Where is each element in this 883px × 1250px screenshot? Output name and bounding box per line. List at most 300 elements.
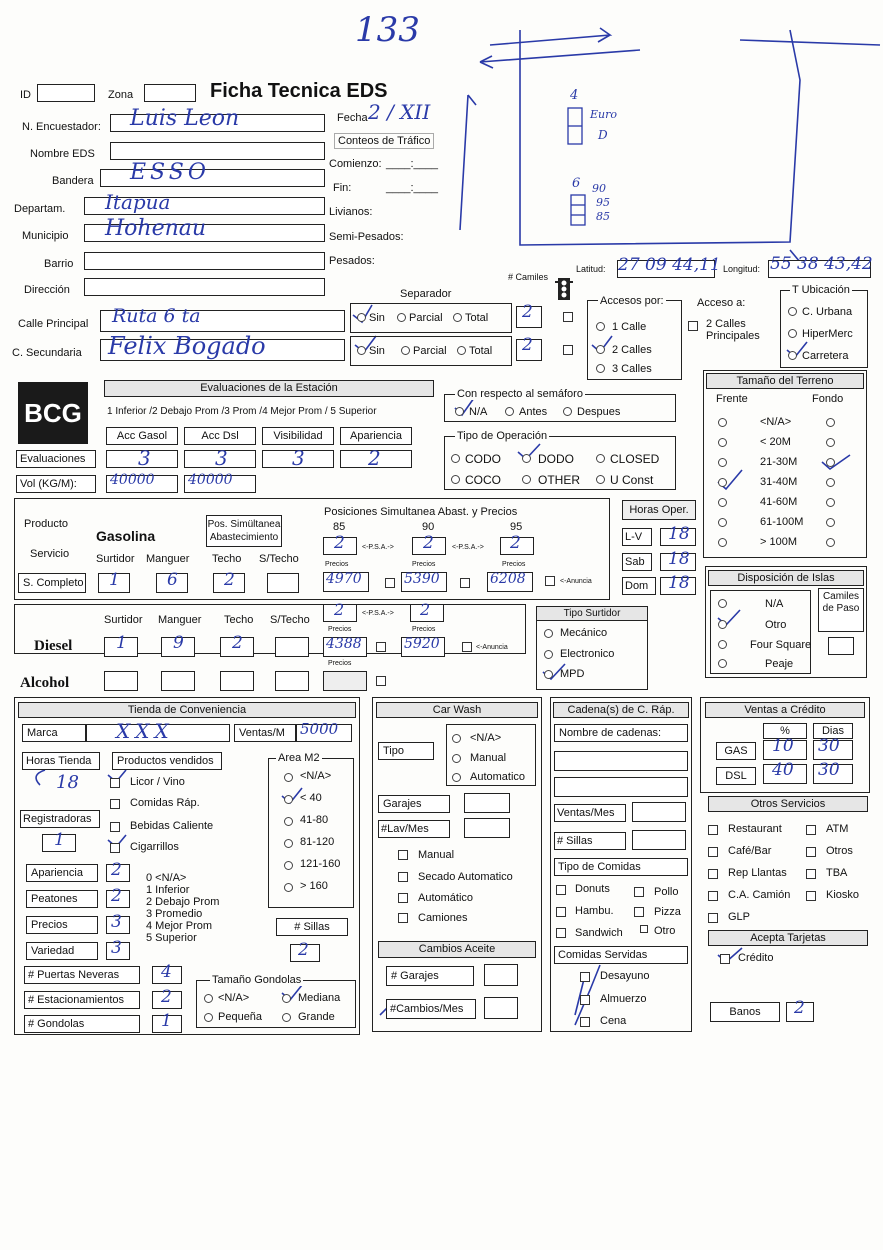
ubic-carretera-label: Carretera: [802, 350, 849, 362]
cw-manual-label: Manual: [470, 752, 507, 764]
surtidor-electronico-radio[interactable]: [544, 650, 553, 659]
acc-gasol-header: Acc Gasol: [106, 427, 178, 445]
cw-manual-radio[interactable]: [452, 754, 461, 763]
sketch-pump1-b: D: [598, 128, 608, 142]
price-95-value: 6208: [490, 571, 526, 587]
encuestador-label: N. Encuestador:: [22, 121, 101, 133]
encuestador-value: Luis Leon: [130, 106, 240, 131]
op-coco-radio[interactable]: [451, 475, 460, 484]
sketch-pump2-c: 85: [596, 210, 610, 223]
dos-calles-label: 2 Calles Principales: [706, 318, 760, 342]
sep2-sin-radio[interactable]: [357, 346, 366, 355]
otros-right-label: TBA: [826, 867, 848, 879]
islas-four-label: Four Square: [750, 639, 812, 651]
zona-field[interactable]: [144, 84, 196, 102]
cadena-ventas-field[interactable]: [632, 802, 686, 822]
prod-bebidas-check[interactable]: [110, 822, 120, 832]
dsl-pos2-value: 2: [420, 600, 431, 619]
pos-sim-label: Pos. Simültanea Abastecimiento: [206, 515, 282, 547]
alcohol-name: Alcohol: [20, 675, 70, 691]
credito-check[interactable]: [720, 954, 730, 964]
ubic-hiper-radio[interactable]: [788, 329, 797, 338]
livianos-label: Livianos:: [329, 206, 373, 218]
dsl-anuncia-check[interactable]: [462, 642, 472, 652]
dsl-anuncia-label: <-Anuncia: [476, 644, 508, 651]
servicio-label: Servicio: [30, 548, 70, 560]
gas-precios-1: Precios: [325, 561, 349, 568]
ubic-urbana-radio[interactable]: [788, 307, 797, 316]
tarjetas-title: Acepta Tarjetas: [708, 930, 868, 946]
pos-95-value: 2: [510, 533, 521, 553]
eval-apariencia-value: 2: [368, 446, 381, 470]
fondo-radio[interactable]: [826, 418, 835, 427]
price-90-check[interactable]: [460, 578, 470, 588]
sab-label: Sab: [622, 553, 652, 571]
area-option-label: 41-80: [300, 814, 329, 826]
estac-value: 2: [161, 987, 172, 1007]
precios-label: Precios: [26, 916, 98, 934]
cw-camiones-check[interactable]: [398, 913, 408, 923]
sep2-parcial-radio[interactable]: [401, 346, 410, 355]
accesos-3-radio[interactable]: [596, 364, 605, 373]
credito-pct-header: %: [763, 723, 807, 739]
pesados-label: Pesados:: [329, 255, 375, 267]
sep1-total-radio[interactable]: [453, 313, 462, 322]
cambios-title: Cambios Aceite: [378, 941, 536, 958]
cena-check[interactable]: [580, 1017, 590, 1027]
area-option-label: <N/A>: [300, 770, 332, 782]
op-coco-label: COCO: [465, 473, 501, 487]
apariencia-label: Apariencia: [26, 864, 98, 882]
scale-2: 2 Debajo Prom: [146, 896, 220, 908]
cadena-nombre-field-1[interactable]: [554, 751, 688, 771]
scale-4: 4 Mejor Prom: [146, 920, 213, 932]
lv-value: 18: [668, 524, 690, 544]
bandera-value: ESSO: [130, 160, 210, 185]
departam-value: Itapua: [105, 190, 171, 214]
terreno-option-label: < 20M: [760, 436, 791, 448]
longitud-value: 55 38 43,42: [770, 254, 873, 274]
camiles-paso-label: Camiles de Paso: [818, 588, 864, 632]
desayuno-label: Desayuno: [600, 970, 650, 982]
diesel-name: Diesel: [34, 638, 73, 654]
prod-cigarrillos-label: Cigarrillos: [130, 841, 179, 853]
area-option-label: < 40: [300, 792, 322, 804]
credito-title: Ventas a Crédito: [705, 702, 865, 718]
cena-label: Cena: [600, 1015, 627, 1027]
carwash-title: Car Wash: [376, 702, 538, 718]
accesos-2-radio[interactable]: [596, 345, 605, 354]
banos-value: 2: [794, 998, 805, 1018]
prod-comidas-label: Comidas Ráp.: [130, 797, 200, 809]
precios-value: 3: [111, 912, 122, 932]
fin-line: ____:____: [386, 182, 438, 194]
sep2-parcial-label: Parcial: [413, 345, 447, 357]
horas-tienda-label: Horas Tienda: [22, 752, 100, 770]
alc-stecho-field[interactable]: [275, 671, 309, 691]
islas-na-radio[interactable]: [718, 599, 727, 608]
terreno-option-label: 41-60M: [760, 496, 798, 508]
cw-manual-check[interactable]: [398, 850, 408, 860]
fecha-label: Fecha: [337, 112, 368, 124]
gas-stecho-label: S/Techo: [259, 553, 299, 565]
semaforo-na-label: N/A: [469, 406, 488, 418]
hambu-check[interactable]: [556, 907, 566, 917]
otros-left-check[interactable]: [708, 869, 718, 879]
islas-na-label: N/A: [765, 598, 784, 610]
islas-title: Disposición de Islas: [708, 570, 864, 586]
semaforo-despues-label: Despues: [577, 406, 621, 418]
ubic-urbana-label: C. Urbana: [802, 306, 853, 318]
eval-visibilidad-value: 3: [292, 446, 305, 470]
latitud-label: Latitud:: [576, 264, 606, 274]
sketch-pump2-b: 95: [596, 196, 610, 209]
gond-mediana-radio[interactable]: [282, 994, 291, 1003]
frente-radio[interactable]: [718, 498, 727, 507]
cw-manual-check-label: Manual: [418, 849, 455, 861]
price-85-value: 4970: [326, 571, 362, 587]
dsl-techo-value: 2: [232, 633, 243, 653]
bcg-logo: BCG: [18, 382, 88, 444]
almuerzo-label: Almuerzo: [600, 993, 647, 1005]
visibilidad-header: Visibilidad: [262, 427, 334, 445]
gond-mediana-label: Mediana: [298, 992, 341, 1004]
semaforo-antes-radio[interactable]: [505, 407, 514, 416]
cw-garajes-field[interactable]: [464, 793, 510, 813]
gas-manguer-value: 6: [167, 570, 178, 590]
dsl-psa: <-P.S.A.->: [362, 610, 394, 617]
gas-manguer-label: Manguer: [146, 553, 190, 565]
calle-principal-label: Calle Principal: [18, 318, 89, 330]
area-radio[interactable]: [284, 839, 293, 848]
surtidor-mecanico-radio[interactable]: [544, 629, 553, 638]
surtidor-mpd-radio[interactable]: [544, 670, 553, 679]
sep1-sin-radio[interactable]: [357, 313, 366, 322]
sandwich-check[interactable]: [556, 928, 566, 938]
accesos-2-label: 2 Calles: [612, 344, 652, 356]
sep1-parcial-radio[interactable]: [397, 313, 406, 322]
credito-check-label: Crédito: [738, 952, 774, 964]
terreno-option-label: > 100M: [760, 536, 797, 548]
cadena-sillas-field[interactable]: [632, 830, 686, 850]
gas-techo-value: 2: [224, 570, 235, 590]
cadena-ventas-label: Ventas/Mes: [554, 804, 626, 822]
gondolas-value: 1: [161, 1011, 172, 1031]
otros-right-check[interactable]: [806, 847, 816, 857]
dos-calles-check[interactable]: [688, 321, 698, 331]
dsl-manguer-value: 9: [173, 633, 184, 653]
op-closed-radio[interactable]: [596, 454, 605, 463]
gas-psa-2: <-P.S.A.->: [452, 544, 484, 551]
latitud-value: 27 09 44,11: [618, 255, 721, 275]
calle-principal-value: Ruta 6 ta: [112, 305, 201, 327]
acceso-a-label: Acceso a:: [697, 297, 746, 309]
prod-licor-label: Licor / Vino: [130, 776, 185, 788]
dsl-pos1-value: 2: [334, 600, 345, 619]
gond-pequena-label: Pequeña: [218, 1011, 263, 1023]
gond-pequena-radio[interactable]: [204, 1013, 213, 1022]
otros-left-label: GLP: [728, 911, 751, 923]
carwash-tipo-label: Tipo: [378, 742, 434, 760]
registradoras-value: 1: [54, 830, 65, 850]
scale-3: 3 Promedio: [146, 908, 203, 920]
semaforo-despues-radio[interactable]: [563, 407, 572, 416]
frente-radio[interactable]: [718, 478, 727, 487]
otros-right-check[interactable]: [806, 825, 816, 835]
cadena-nombre-field-2[interactable]: [554, 777, 688, 797]
cambios-garajes-label: # Garajes: [386, 966, 474, 986]
prod-licor-check[interactable]: [110, 778, 120, 788]
otros-left-check[interactable]: [708, 825, 718, 835]
gondolas-size-title: Tamaño Gondolas: [212, 974, 302, 986]
area-radio[interactable]: [284, 883, 293, 892]
sep2-sin-label: Sin: [369, 345, 385, 357]
area-option-label: 121-160: [300, 858, 341, 870]
gas-surtidor-value: 1: [109, 570, 120, 590]
barrio-field[interactable]: [84, 252, 325, 270]
otros-right-check[interactable]: [806, 891, 816, 901]
dsl-manguer-label: Manguer: [158, 614, 202, 626]
cw-garajes-label: Garajes: [378, 795, 450, 813]
evaluaciones-scale: 1 Inferior /2 Debajo Prom /3 Prom /4 Mejor Prom / 5 Superior: [107, 406, 377, 417]
vol-value-1: 40000: [110, 472, 155, 488]
otros-left-check[interactable]: [708, 847, 718, 857]
gond-na-radio[interactable]: [204, 994, 213, 1003]
tienda-scale: [146, 872, 219, 944]
ventas-label: Ventas/M: [234, 724, 296, 742]
sep2-check[interactable]: [563, 345, 573, 355]
dsl-techo-label: Techo: [224, 614, 254, 626]
eval-acc-gasol-value: 3: [138, 446, 151, 470]
dsl-stecho-label: S/Techo: [270, 614, 310, 626]
pollo-label: Pollo: [654, 886, 679, 898]
estac-label: # Estacionamientos: [24, 991, 140, 1009]
sep2-total-label: Total: [469, 345, 493, 357]
dsl-price1-check[interactable]: [376, 642, 386, 652]
traffic-title: Conteos de Tráfico: [334, 133, 434, 149]
neveras-label: # Puertas Neveras: [24, 966, 140, 984]
otros-right-label: Otros: [826, 845, 853, 857]
fecha-value: 2 / XII: [368, 100, 431, 124]
semaforo-na-radio[interactable]: [455, 407, 464, 416]
dsl-stecho-field[interactable]: [275, 637, 309, 657]
op-codo-label: CODO: [465, 452, 501, 466]
marca-label: Marca: [22, 724, 86, 742]
pos-90-value: 2: [423, 533, 434, 553]
peatones-label: Peatones: [26, 890, 98, 908]
pos-title: Posiciones Simultanea Abast. y Precios: [324, 506, 518, 518]
camiles-label: # Camiles: [508, 272, 549, 282]
gas-surtidor-label: Surtidor: [96, 553, 135, 565]
frente-radio[interactable]: [718, 518, 727, 527]
fondo-radio[interactable]: [826, 498, 835, 507]
fondo-radio[interactable]: [826, 518, 835, 527]
op-codo-radio[interactable]: [451, 454, 460, 463]
op-other-radio[interactable]: [522, 475, 531, 484]
anuncia-check[interactable]: [545, 576, 555, 586]
credito-gas-dias-value: 30: [818, 736, 840, 756]
accesos-3-label: 3 Calles: [612, 363, 652, 375]
dsl-price1-value: 4388: [326, 636, 362, 652]
frente-radio[interactable]: [718, 438, 727, 447]
id-label: ID: [20, 89, 31, 101]
municipio-value: Hohenau: [105, 216, 207, 241]
diesel-group: [14, 604, 526, 654]
almuerzo-check[interactable]: [580, 995, 590, 1005]
area-radio[interactable]: [284, 817, 293, 826]
registradoras-label: Registradoras: [20, 810, 100, 828]
otro-check[interactable]: [640, 925, 648, 933]
pizza-check[interactable]: [634, 907, 644, 917]
islas-otro-label: Otro: [765, 619, 787, 631]
frente-radio[interactable]: [718, 458, 727, 467]
islas-peaje-radio[interactable]: [718, 659, 727, 668]
gas-psa-1: <-P.S.A.->: [362, 544, 394, 551]
terreno-option-label: <N/A>: [760, 416, 792, 428]
cw-camiones-label: Camiones: [418, 912, 468, 924]
fin-label: Fin:: [333, 182, 352, 194]
credito-gas-pct-value: 10: [772, 736, 794, 756]
oct-90: 90: [422, 521, 435, 533]
area-radio[interactable]: [284, 795, 293, 804]
terreno-option-label: 31-40M: [760, 476, 798, 488]
sketch-pump1-a: Euro: [590, 108, 617, 121]
cw-na-radio[interactable]: [452, 734, 461, 743]
islas-four-radio[interactable]: [718, 640, 727, 649]
direccion-field[interactable]: [84, 278, 325, 296]
semaforo-title: Con respecto al semáforo: [457, 388, 583, 400]
dom-value: 18: [668, 573, 690, 593]
cw-lav-field[interactable]: [464, 818, 510, 838]
barrio-label: Barrio: [44, 258, 74, 270]
fondo-radio[interactable]: [826, 438, 835, 447]
prod-comidas-check[interactable]: [110, 799, 120, 809]
gas-techo-label: Techo: [212, 553, 242, 565]
gasolina-name: Gasolina: [96, 528, 156, 544]
gond-na-label: <N/A>: [218, 992, 250, 1004]
cw-secado-label: Secado Automatico: [418, 871, 513, 883]
nombre-eds-field[interactable]: [110, 142, 325, 160]
islas-otro-radio[interactable]: [718, 620, 727, 629]
gas-stecho-field[interactable]: [267, 573, 299, 593]
cambios-mes-label: #Cambios/Mes: [386, 999, 476, 1019]
cw-lav-label: #Lav/Mes: [378, 820, 450, 838]
prod-cigarrillos-check[interactable]: [110, 843, 120, 853]
s-completo-label: S. Completo: [18, 573, 86, 593]
sep1-check[interactable]: [563, 312, 573, 322]
area-option-label: 81-120: [300, 836, 335, 848]
alc-manguer-field[interactable]: [161, 671, 195, 691]
alc-surtidor-field[interactable]: [104, 671, 138, 691]
accesos-1-radio[interactable]: [596, 322, 605, 331]
tienda-sillas-label: # Sillas: [276, 918, 348, 936]
horas-tienda-value: 18: [56, 772, 79, 793]
terreno-title: Tamaño del Terreno: [706, 373, 864, 389]
sketch-pump2-num: 6: [572, 176, 581, 191]
fondo-radio[interactable]: [826, 478, 835, 487]
variedad-value: 3: [111, 938, 122, 958]
terreno-option-label: 61-100M: [760, 516, 804, 528]
camiles-paso-field[interactable]: [828, 637, 854, 655]
alc-price-check[interactable]: [376, 676, 386, 686]
donuts-check[interactable]: [556, 885, 566, 895]
otro-label: Otro: [654, 925, 676, 937]
tienda-title: Tienda de Conveniencia: [18, 702, 356, 718]
sep1-sin-label: Sin: [369, 312, 385, 324]
page-title: Ficha Tecnica EDS: [210, 80, 388, 102]
accesos-title: Accesos por:: [600, 295, 664, 307]
municipio-label: Municipio: [22, 230, 69, 242]
credito-dsl-label: DSL: [716, 767, 756, 785]
scale-0: 0 <N/A>: [146, 872, 187, 884]
pollo-check[interactable]: [634, 887, 644, 897]
variedad-label: Variedad: [26, 942, 98, 960]
gas-precios-2: Precios: [412, 561, 436, 568]
gond-grande-label: Grande: [298, 1011, 335, 1023]
frente-radio[interactable]: [718, 538, 727, 547]
accesos-1-label: 1 Calle: [612, 321, 647, 333]
productos-label: Productos vendidos: [112, 752, 222, 770]
op-dodo-radio[interactable]: [522, 454, 531, 463]
sab-value: 18: [668, 549, 690, 569]
area-radio[interactable]: [284, 773, 293, 782]
alc-price-field[interactable]: [323, 671, 367, 691]
acc-dsl-header: Acc Dsl: [184, 427, 256, 445]
frente-radio[interactable]: [718, 418, 727, 427]
hambu-label: Hambu.: [575, 905, 614, 917]
desayuno-check[interactable]: [580, 972, 590, 982]
cw-secado-check[interactable]: [398, 872, 408, 882]
tienda-sillas-value: 2: [298, 940, 309, 960]
credito-dias-header: Dias: [813, 723, 853, 739]
otros-left-check[interactable]: [708, 913, 718, 923]
dsl-precios-1: Precios: [328, 626, 352, 633]
price-85-check[interactable]: [385, 578, 395, 588]
prod-bebidas-label: Bebidas Caliente: [130, 820, 214, 832]
id-field[interactable]: [37, 84, 95, 102]
neveras-value: 4: [161, 962, 172, 982]
op-closed-label: CLOSED: [610, 452, 660, 466]
gondolas-label: # Gondolas: [24, 1015, 140, 1033]
otros-right-check[interactable]: [806, 869, 816, 879]
fondo-radio[interactable]: [826, 458, 835, 467]
cw-automatico-check[interactable]: [398, 893, 408, 903]
cambios-mes-field[interactable]: [484, 997, 518, 1019]
alc-techo-field[interactable]: [220, 671, 254, 691]
gond-grande-radio[interactable]: [282, 1013, 291, 1022]
comidas-servidas-label: Comidas Servidas: [554, 946, 688, 964]
sep1-total-label: Total: [465, 312, 489, 324]
oct-95: 95: [510, 521, 523, 533]
islas-peaje-label: Peaje: [765, 658, 794, 670]
area-option-label: > 160: [300, 880, 328, 892]
op-uconst-radio[interactable]: [596, 475, 605, 484]
surtidor-electronico-label: Electronico: [560, 648, 615, 660]
cambios-garajes-field[interactable]: [484, 964, 518, 986]
sketch-pump1-num: 4: [570, 88, 579, 103]
departam-label: Departam.: [14, 203, 66, 215]
ubic-carretera-radio[interactable]: [788, 351, 797, 360]
dsl-surtidor-value: 1: [116, 633, 127, 653]
otros-left-check[interactable]: [708, 891, 718, 901]
op-dodo-label: DODO: [538, 452, 574, 466]
cadena-nombre-label: Nombre de cadenas:: [554, 724, 688, 742]
cw-auto-radio[interactable]: [452, 773, 461, 782]
ventas-value: 5000: [300, 720, 339, 738]
sep2-total-radio[interactable]: [457, 346, 466, 355]
area-radio[interactable]: [284, 861, 293, 870]
fondo-radio[interactable]: [826, 538, 835, 547]
